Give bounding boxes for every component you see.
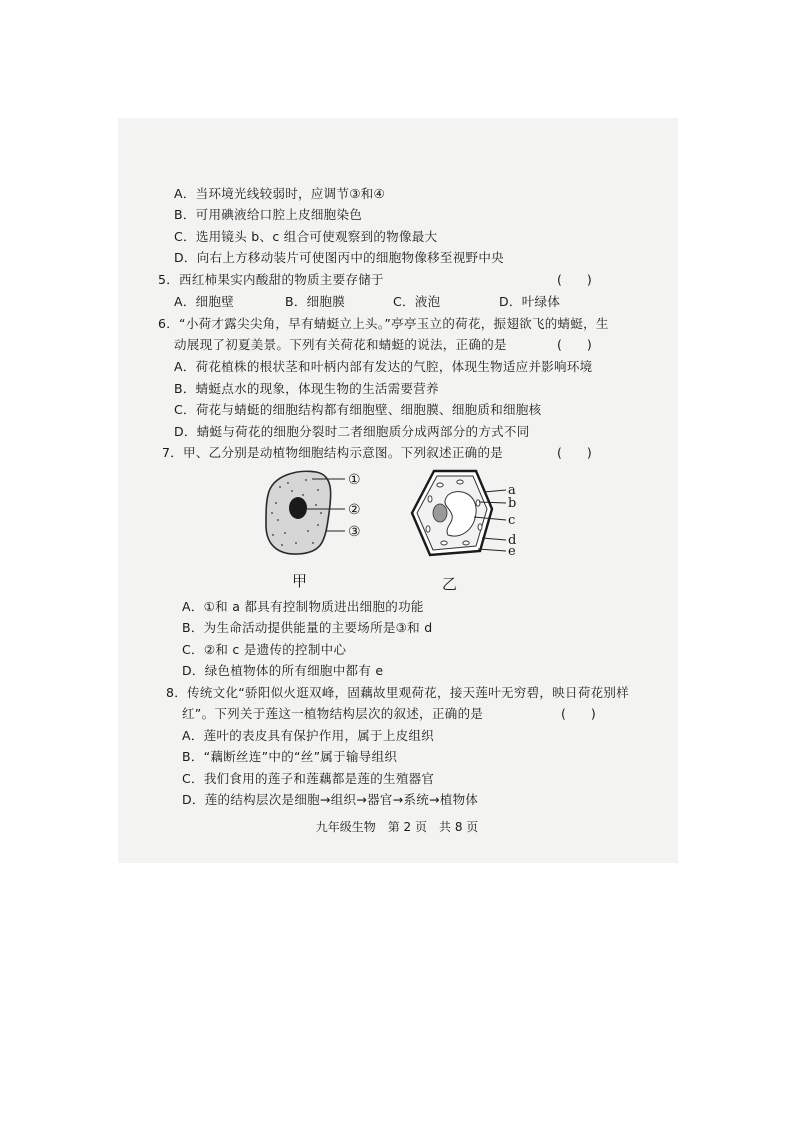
q5-option-c: C．液泡 bbox=[393, 294, 441, 309]
q5-stem: 5．西红柿果实内酸甜的物质主要存储于 bbox=[158, 272, 384, 287]
q4-option-c: C．选用镜头 b、c 组合可使观察到的物像最大 bbox=[174, 229, 438, 244]
animal-cell-diagram bbox=[258, 465, 376, 595]
plant-label-c: c bbox=[508, 513, 516, 528]
plant-label-a: a bbox=[508, 483, 516, 498]
plant-cell-nucleus bbox=[433, 504, 447, 522]
q6-option-b: B．蜻蜓点水的现象，体现生物的生活需要营养 bbox=[174, 381, 439, 396]
q8-option-c: C．我们食用的莲子和莲藕都是莲的生殖器官 bbox=[182, 771, 435, 786]
q6-stem-line1: 6．“小荷才露尖尖角，早有蜻蜓立上头。”亭亭玉立的荷花，振翅欲飞的蜻蜓，生 bbox=[158, 316, 609, 331]
q5-answer-paren: ( ) bbox=[557, 272, 592, 287]
animal-cell-nucleus bbox=[289, 497, 307, 519]
q4-option-a: A．当环境光线较弱时，应调节③和④ bbox=[174, 186, 386, 201]
animal-cell-caption: 甲 bbox=[292, 572, 308, 590]
q6-option-c: C．荷花与蜻蜓的细胞结构都有细胞壁、细胞膜、细胞质和细胞核 bbox=[174, 402, 542, 417]
q7-option-a: A．①和 a 都具有控制物质进出细胞的功能 bbox=[182, 599, 424, 614]
plant-cell-diagram bbox=[400, 465, 535, 595]
q4-option-d: D．向右上方移动装片可使图丙中的细胞物像移至视野中央 bbox=[174, 250, 504, 265]
plant-label-d: d bbox=[508, 533, 517, 548]
q8-option-d: D．莲的结构层次是细胞→组织→器官→系统→植物体 bbox=[182, 792, 479, 807]
animal-label-3: ③ bbox=[348, 524, 361, 540]
q8-option-b: B．“藕断丝连”中的“丝”属于输导组织 bbox=[182, 749, 398, 764]
q6-option-d: D．蜻蜓与荷花的细胞分裂时二者细胞质分成两部分的方式不同 bbox=[174, 424, 530, 439]
animal-label-1: ① bbox=[348, 472, 361, 488]
q7-option-b: B．为生命活动提供能量的主要场所是③和 d bbox=[182, 620, 433, 635]
animal-label-2: ② bbox=[348, 502, 361, 518]
q6-stem-line2: 动展现了初夏美景。下列有关荷花和蜻蜓的说法，正确的是 bbox=[174, 337, 507, 352]
q5-option-d: D．叶绿体 bbox=[499, 294, 561, 309]
page-footer: 九年级生物 第 2 页 共 8 页 bbox=[315, 820, 479, 834]
q7-option-c: C．②和 c 是遗传的控制中心 bbox=[182, 642, 347, 657]
q7-stem: 7．甲、乙分别是动植物细胞结构示意图。下列叙述正确的是 bbox=[162, 445, 504, 460]
q5-option-a: A．细胞壁 bbox=[174, 294, 235, 309]
q7-answer-paren: ( ) bbox=[557, 445, 592, 460]
q8-stem-line1: 8．传统文化“骄阳似火逛双峰，固藕故里观荷花，接天莲叶无穷碧，映日荷花别样 bbox=[166, 685, 630, 700]
plant-cell-caption: 乙 bbox=[442, 575, 458, 593]
q8-stem-line2: 红”。下列关于莲这一植物结构层次的叙述，正确的是 bbox=[182, 706, 484, 721]
plant-label-b: b bbox=[508, 496, 517, 511]
q7-option-d: D．绿色植物体的所有细胞中都有 e bbox=[182, 663, 384, 678]
q8-option-a: A．莲叶的表皮具有保护作用，属于上皮组织 bbox=[182, 728, 435, 743]
q8-answer-paren: ( ) bbox=[561, 706, 596, 721]
q6-answer-paren: ( ) bbox=[557, 337, 592, 352]
plant-label-e: e bbox=[508, 544, 516, 559]
q5-option-b: B．细胞膜 bbox=[285, 294, 346, 309]
q6-option-a: A．荷花植株的根状茎和叶柄内部有发达的气腔，体现生物适应并影响环境 bbox=[174, 359, 593, 374]
q4-option-b: B．可用碘液给口腔上皮细胞染色 bbox=[174, 207, 363, 222]
